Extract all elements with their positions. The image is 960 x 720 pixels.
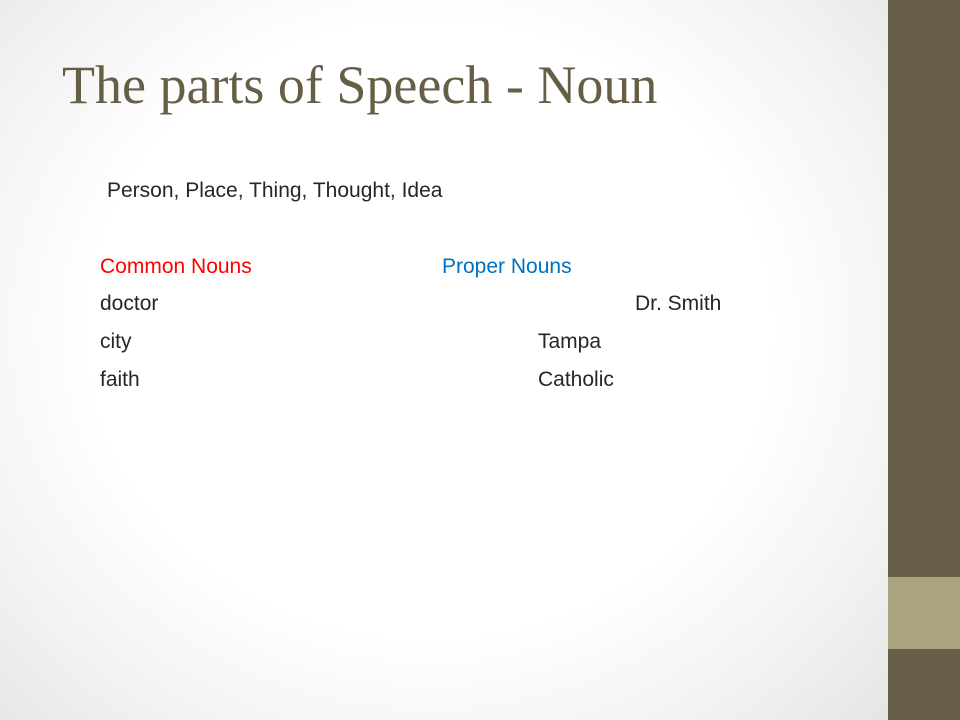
common-noun-item: city (100, 330, 132, 353)
proper-noun-item: Tampa (538, 330, 602, 353)
accent-bar-top (888, 0, 960, 577)
accent-bar-middle (888, 577, 960, 649)
accent-bar-bottom (888, 649, 960, 720)
common-noun-item: doctor (100, 292, 159, 315)
slide-title: The parts of Speech - Noun (62, 55, 658, 115)
proper-noun-item: Catholic (538, 368, 614, 391)
common-noun-item: faith (100, 368, 140, 391)
proper-noun-item: Dr. Smith (635, 292, 722, 315)
proper-nouns-header: Proper Nouns (442, 255, 572, 278)
slide-subtitle: Person, Place, Thing, Thought, Idea (107, 179, 443, 202)
common-nouns-header: Common Nouns (100, 255, 252, 278)
